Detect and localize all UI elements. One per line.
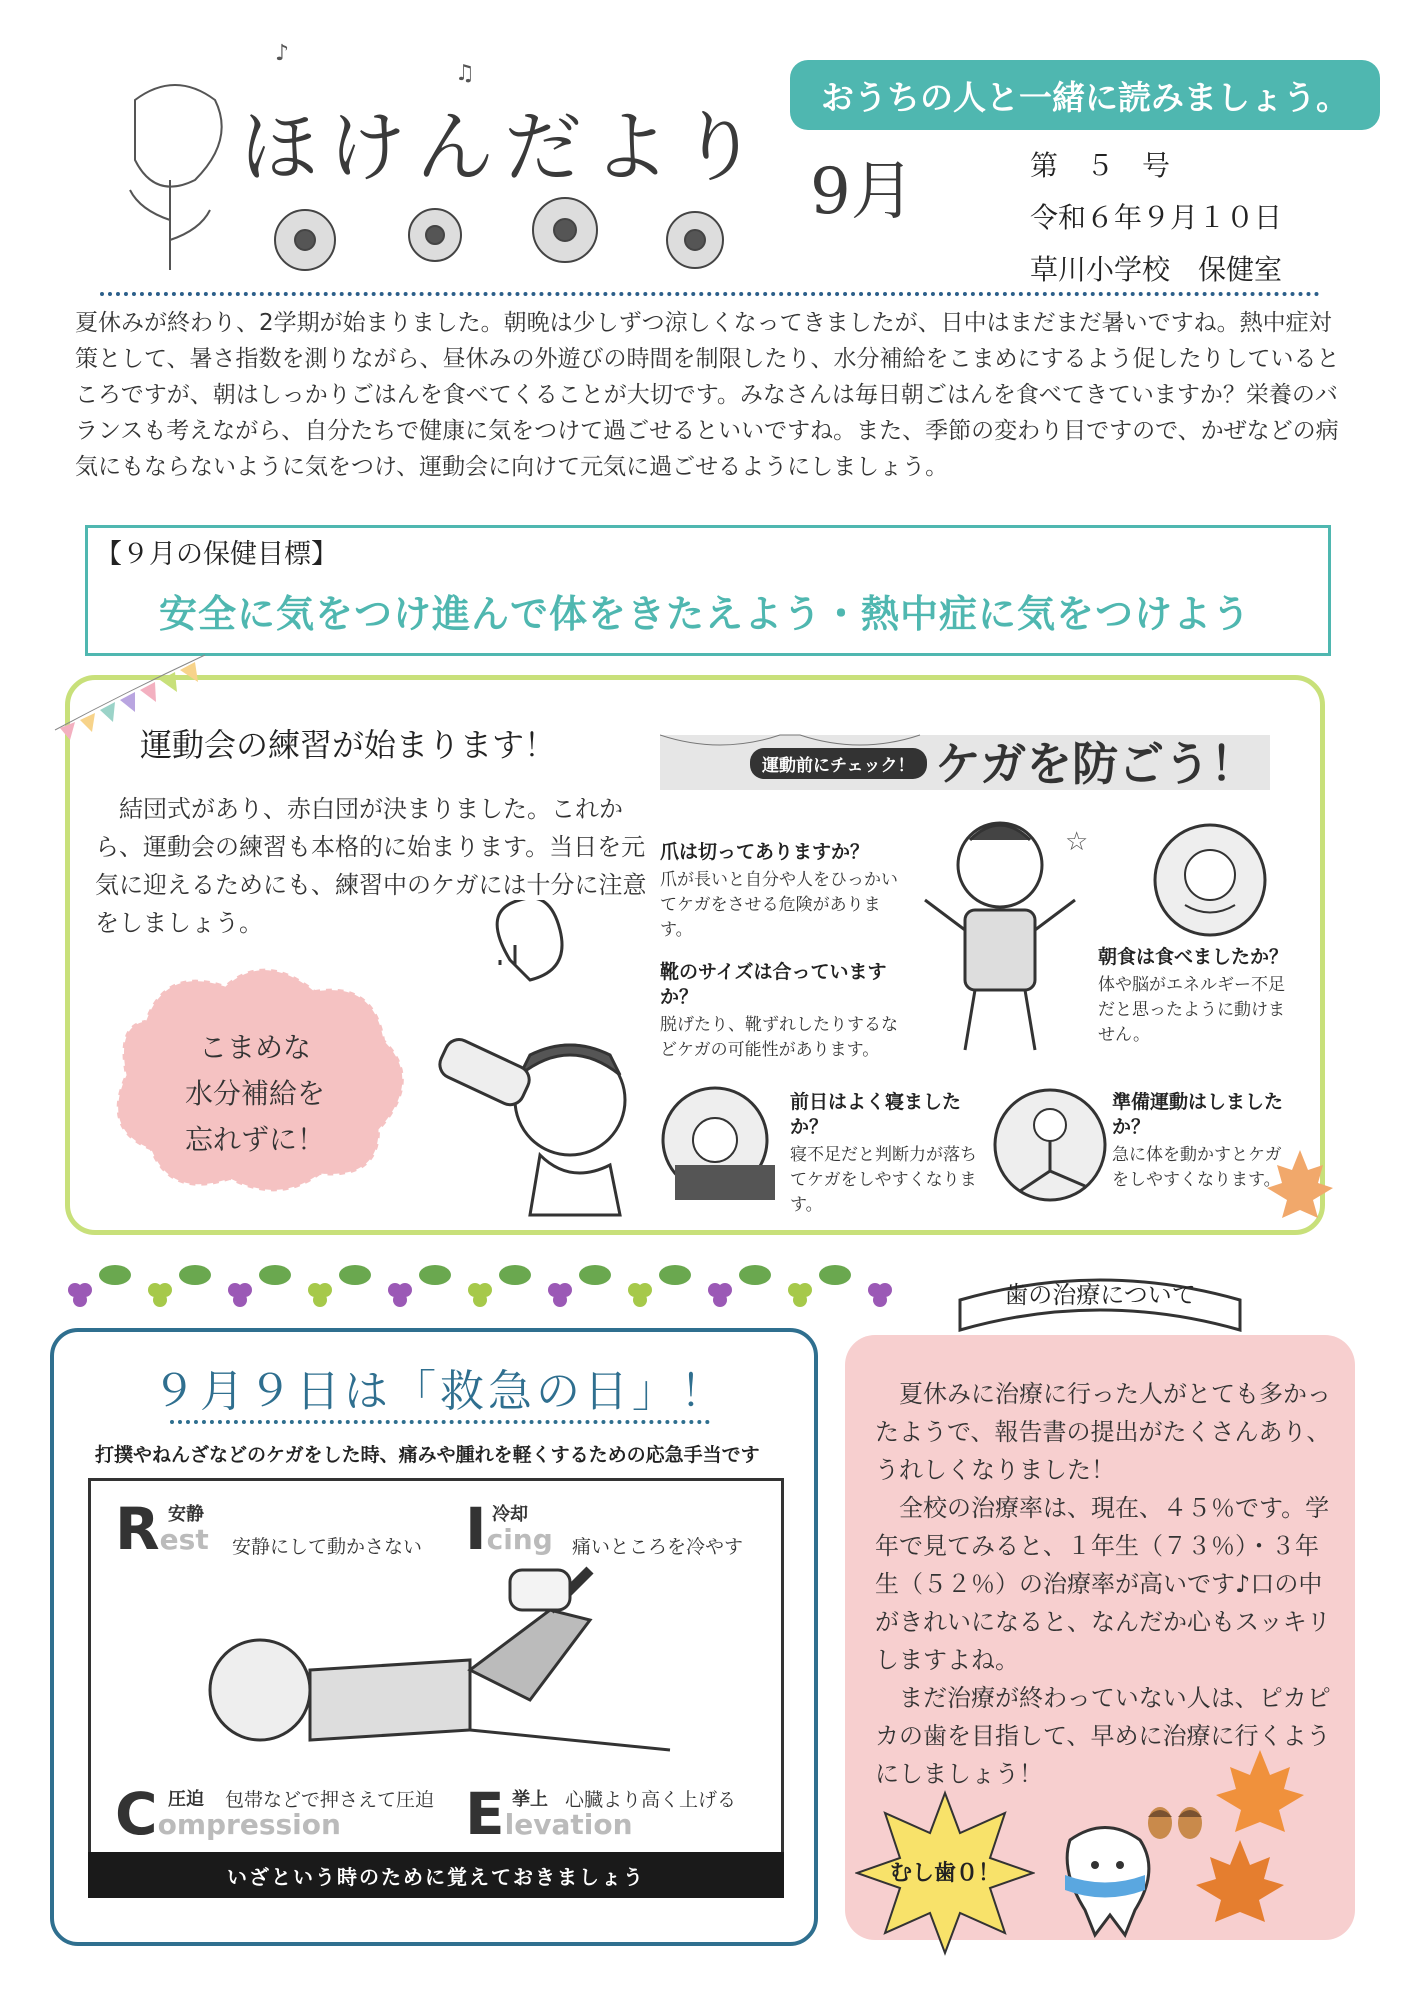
warmup-girl-illustration (990, 1085, 1110, 1205)
rice-icing-desc: 痛いところを冷やす (572, 1536, 744, 1558)
rice-compression-desc: 包帯などで押さえて圧迫 (225, 1789, 435, 1811)
issue-number: 第 ５ 号 (1030, 149, 1171, 182)
rice-elevation-jp: 挙上 (512, 1789, 548, 1810)
tip-breakfast (1098, 945, 1293, 1048)
rice-elevation-letter: E (465, 1780, 505, 1848)
rice-rest-word: est (159, 1523, 209, 1556)
school-name: 草川小学校 保健室 (1030, 253, 1283, 286)
tip-nails-body: 爪が長いと自分や人をひっかいてケガをさせる危険があります。 (660, 870, 898, 940)
tip-sleep (790, 1090, 990, 1218)
cavity-zero-badge: むし歯０！ (889, 1861, 1000, 1886)
first-aid-divider (170, 1420, 710, 1424)
sports-day-title: 運動会の練習が始まります！ (140, 726, 557, 764)
rice-rest-desc: 安静にして動かさない (232, 1536, 423, 1558)
boy-running-illustration (900, 810, 1100, 1060)
acorn-icon (1140, 1795, 1210, 1845)
intro-paragraph: 夏休みが終わり、2学期が始まりました。朝晩は少しずつ涼しくなってきましたが、日中はまだまだ暑いですね。熱中症対策として、暑さ指数を測りながら、昼休みの外遊びの時間を制限したり、水分補給をこまめにするよう促したりしているところですが、朝はしっかりごはんを食べてくることが大切です。みなさんは毎日朝ごはんを食べてきていますか？栄養のバランスも考えながら、自分たちで健康に気をつけて過ごせるといいですね。また、季節の変わり目ですので、かぜなどの病気にもならないように気をつけ、運動会に向けて元気に過ごせるようにしましょう。 (75, 310, 1340, 480)
drinking-boy-illustration (420, 900, 640, 1220)
svg-text:♪: ♪ (275, 41, 290, 66)
sleeping-girl-illustration (655, 1085, 785, 1205)
tip-warmup-body: 急に体を動かすとケガをしやすくなります。 (1112, 1145, 1282, 1190)
read-together-banner: おうちの人と一緒に読みましょう。 (790, 60, 1380, 130)
rice-compression-jp: 圧迫 (168, 1789, 204, 1810)
girl-eating-illustration (1140, 820, 1280, 940)
hydration-line-2: 水分補給を (184, 1077, 325, 1110)
hydration-line-3: 忘れずに！ (184, 1123, 325, 1156)
rice-compression-letter: C (115, 1780, 158, 1848)
issue-info (1030, 140, 1282, 296)
health-goal-label: 【９月の保健目標】 (95, 539, 338, 570)
tip-warmup-title: 準備運動はしましたか？ (1112, 1091, 1284, 1138)
rice-rest-jp: 安静 (168, 1504, 204, 1525)
rice-elevation-word: levation (504, 1808, 633, 1841)
dental-ribbon-title: 歯の治療について (1004, 1281, 1196, 1309)
dental-body: 夏休みに治療に行った人がとても多かったようで、報告書の提出がたくさんあり、うれしくなりました！ 全校の治療率は、現在、４５％です。学年で見てみると、１年生（７３％）・３年生（５２％）の治療率が高いです♪口の中がきれいになると、なんだか心もスッキリしますよね。 まだ治療が終わっていない人は、ピカピカの歯を目指して、早めに治療に行くようにしましょう！ (875, 1380, 1331, 1788)
sports-day-body: 結団式があり、赤白団が決まりました。これから、運動会の練習も本格的に始まります。当日を元気に迎えるためにも、練習中のケガには十分に注意をしましょう。 (95, 795, 647, 937)
rice-icing-jp: 冷却 (492, 1504, 528, 1525)
tip-nails-title: 爪は切ってありますか？ (660, 841, 870, 863)
rice-elevation-desc: 心臓より高く上げる (565, 1789, 737, 1811)
tip-nails (660, 840, 905, 943)
newsletter-title: ほけんだより (240, 103, 769, 193)
rice-icing-word: cing (486, 1523, 553, 1556)
tip-shoes-title: 靴のサイズは合っていますか？ (660, 961, 887, 1008)
svg-text:♫: ♫ (455, 61, 475, 86)
autumn-leaf-icon (1265, 1145, 1335, 1235)
tip-sleep-title: 前日はよく寝ましたか？ (790, 1091, 962, 1138)
grape-decoration-band (45, 1255, 925, 1315)
tip-breakfast-title: 朝食は食べましたか？ (1098, 946, 1289, 968)
svg-text:☆: ☆ (1065, 827, 1089, 857)
tip-shoes (660, 960, 905, 1063)
first-aid-subtitle: 打撲やねんざなどのケガをした時、痛みや腫れを軽くするための応急手当です (95, 1444, 760, 1466)
tip-breakfast-body: 体や脳がエネルギー不足だと思ったように動けません。 (1098, 975, 1285, 1045)
rice-footer: いざという時のために覚えておきましょう (88, 1852, 784, 1898)
rice-icing-letter: I (465, 1495, 487, 1563)
issue-date: 令和６年９月１０日 (1030, 201, 1283, 234)
tip-shoes-body: 脱げたり、靴ずれしたりするなどケガの可能性があります。 (660, 1015, 898, 1060)
lying-girl-illustration (180, 1560, 700, 1780)
hydration-reminder (115, 1025, 395, 1163)
first-aid-title: ９月９日は「救急の日」！ (152, 1366, 728, 1417)
prevent-injury-title: ケガを防ごう！ (935, 737, 1257, 791)
hydration-line-1: こまめな (198, 1031, 311, 1064)
rice-rest-letter: R (115, 1495, 160, 1563)
grape-icon (45, 1255, 925, 1315)
header-divider (100, 292, 1320, 296)
month-label: 9月 (810, 155, 915, 229)
health-goal-text: 安全に気をつけ進んで体をきたえよう・熱中症に気をつけよう (158, 592, 1251, 636)
tip-sleep-body: 寝不足だと判断力が落ちてケガをしやすくなります。 (790, 1145, 977, 1215)
check-label: 運動前にチェック！ (750, 748, 927, 779)
rice-compression-word: ompression (157, 1808, 341, 1841)
